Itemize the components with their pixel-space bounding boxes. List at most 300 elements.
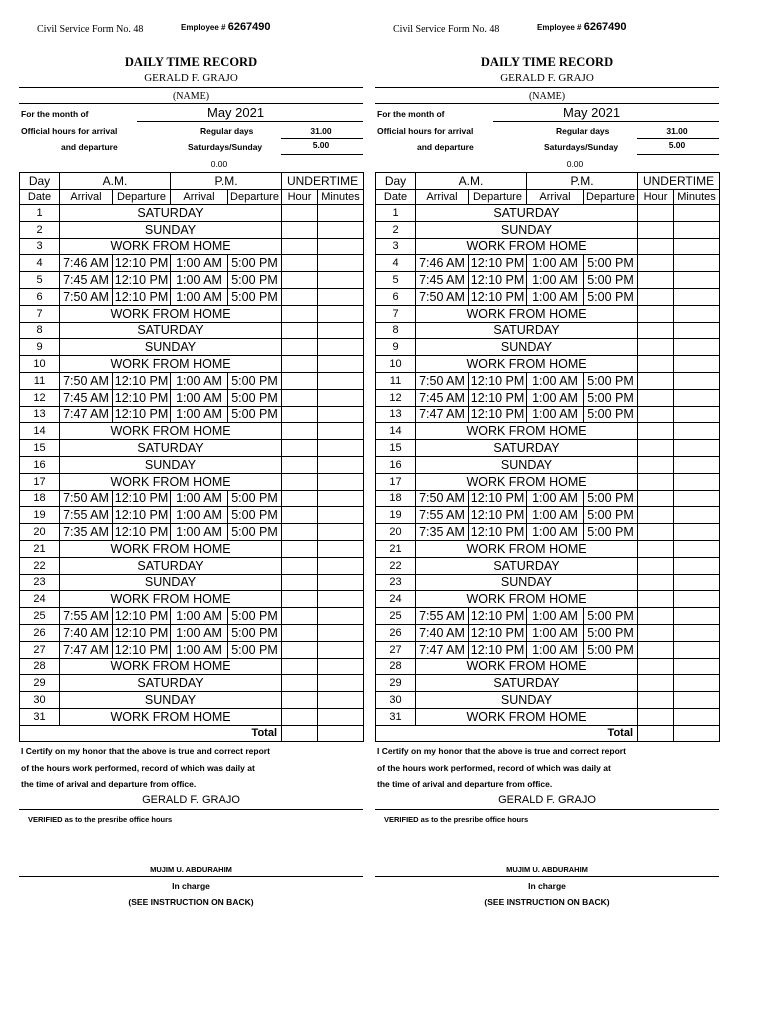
am-arrival: 7:50 AM: [60, 288, 113, 305]
undertime-minutes: [318, 423, 364, 440]
day-status: SUNDAY: [60, 692, 282, 709]
pm-arrival: 1:00 AM: [171, 272, 228, 289]
undertime-minutes: [674, 473, 720, 490]
day-number: 11: [20, 372, 60, 389]
am-arrival: 7:50 AM: [416, 372, 469, 389]
undertime-hour: [638, 557, 674, 574]
undertime-hour: [638, 608, 674, 625]
undertime-minutes: [318, 406, 364, 423]
form-number: Civil Service Form No. 48: [393, 24, 500, 35]
day-number: 2: [376, 221, 416, 238]
table-row: [376, 574, 720, 591]
total-label: Total: [20, 725, 282, 741]
undertime-minutes: [674, 339, 720, 356]
day-status: WORK FROM HOME: [416, 305, 638, 322]
pm-departure: 5:00 PM: [584, 608, 638, 625]
day-number: 7: [20, 305, 60, 322]
undertime-hour: [282, 490, 318, 507]
table-row: [20, 591, 364, 608]
pm-arrival: 1:00 AM: [527, 624, 584, 641]
pm-arrival: 1:00 AM: [527, 524, 584, 541]
incharge-title: In charge: [172, 881, 210, 891]
pm-arrival: 1:00 AM: [527, 272, 584, 289]
undertime-minutes: [674, 238, 720, 255]
undertime-hour: [638, 675, 674, 692]
signature-name: GERALD F. GRAJO: [142, 794, 240, 806]
undertime-minutes: [674, 322, 720, 339]
header-pm-departure: Departure: [228, 190, 282, 205]
instruction-text: (SEE INSTRUCTION ON BACK): [128, 897, 254, 907]
day-status: SUNDAY: [416, 574, 638, 591]
am-departure: 12:10 PM: [113, 608, 171, 625]
name-underline: [19, 87, 363, 88]
undertime-hour: [282, 406, 318, 423]
undertime-minutes: [318, 372, 364, 389]
saturdays-value: 5.00: [312, 140, 330, 150]
undertime-hour: [638, 288, 674, 305]
pm-departure: 5:00 PM: [584, 288, 638, 305]
undertime-minutes: [318, 456, 364, 473]
pm-departure: 5:00 PM: [228, 389, 282, 406]
table-subheader-row: [376, 190, 720, 205]
day-number: 14: [20, 423, 60, 440]
header-pm-arrival: Arrival: [171, 190, 228, 205]
am-arrival: 7:45 AM: [416, 389, 469, 406]
employee-label: Employee #: [181, 23, 226, 32]
undertime-hour: [638, 456, 674, 473]
am-departure: 12:10 PM: [113, 507, 171, 524]
undertime-minutes: [318, 624, 364, 641]
day-status: SATURDAY: [416, 557, 638, 574]
table-row: [376, 406, 720, 423]
day-number: 29: [20, 675, 60, 692]
pm-arrival: 1:00 AM: [171, 255, 228, 272]
month-underline: [137, 121, 363, 122]
undertime-minutes: [674, 288, 720, 305]
table-header-row: [20, 173, 364, 190]
undertime-minutes: [674, 356, 720, 373]
undertime-minutes: [318, 238, 364, 255]
day-number: 1: [20, 205, 60, 222]
table-row: [376, 272, 720, 289]
table-row: [20, 507, 364, 524]
undertime-minutes: [318, 389, 364, 406]
am-departure: 12:10 PM: [469, 288, 527, 305]
day-status: SUNDAY: [60, 574, 282, 591]
undertime-hour: [638, 692, 674, 709]
certification-line-3: the time of arival and departure from office.: [377, 779, 553, 789]
pm-arrival: 1:00 AM: [171, 389, 228, 406]
extra-value: 0.00: [566, 159, 584, 169]
undertime-minutes: [674, 406, 720, 423]
undertime-hour: [282, 356, 318, 373]
undertime-minutes: [674, 557, 720, 574]
undertime-minutes: [674, 641, 720, 658]
undertime-minutes: [318, 574, 364, 591]
undertime-hour: [638, 658, 674, 675]
pm-departure: 5:00 PM: [584, 507, 638, 524]
day-number: 4: [376, 255, 416, 272]
table-row: [20, 221, 364, 238]
undertime-hour: [282, 658, 318, 675]
pm-departure: 5:00 PM: [584, 389, 638, 406]
day-number: 30: [376, 692, 416, 709]
day-status: SATURDAY: [416, 322, 638, 339]
am-arrival: 7:40 AM: [416, 624, 469, 641]
table-row: [20, 305, 364, 322]
table-row: [376, 322, 720, 339]
day-number: 7: [376, 305, 416, 322]
table-row: [376, 372, 720, 389]
table-row: [20, 356, 364, 373]
undertime-hour: [282, 272, 318, 289]
undertime-minutes: [674, 490, 720, 507]
pm-departure: 5:00 PM: [584, 641, 638, 658]
undertime-hour: [638, 272, 674, 289]
day-number: 19: [20, 507, 60, 524]
incharge-title: In charge: [528, 881, 566, 891]
am-arrival: 7:45 AM: [60, 272, 113, 289]
total-hour: [282, 725, 318, 741]
table-row: [376, 389, 720, 406]
day-number: 1: [376, 205, 416, 222]
am-arrival: 7:55 AM: [60, 507, 113, 524]
am-departure: 12:10 PM: [469, 524, 527, 541]
pm-departure: 5:00 PM: [584, 406, 638, 423]
day-status: WORK FROM HOME: [60, 423, 282, 440]
pm-departure: 5:00 PM: [584, 624, 638, 641]
day-status: WORK FROM HOME: [60, 305, 282, 322]
table-row: [20, 473, 364, 490]
saturdays-underline: [637, 154, 719, 155]
regular-days-label: Regular days: [556, 126, 610, 136]
extra-value: 0.00: [210, 159, 228, 169]
certification-line-2: of the hours work performed, record of which was daily at: [377, 763, 611, 773]
undertime-hour: [638, 524, 674, 541]
table-row: [376, 339, 720, 356]
day-status: SUNDAY: [416, 456, 638, 473]
day-status: SATURDAY: [60, 440, 282, 457]
table-row: [20, 557, 364, 574]
undertime-hour: [282, 322, 318, 339]
undertime-hour: [282, 205, 318, 222]
undertime-hour: [638, 473, 674, 490]
verified-text: VERIFIED as to the presribe office hours: [384, 815, 529, 824]
regular-days-underline: [281, 138, 363, 139]
am-arrival: 7:35 AM: [60, 524, 113, 541]
day-number: 16: [20, 456, 60, 473]
employee-name: GERALD F. GRAJO: [500, 72, 594, 84]
am-arrival: 7:50 AM: [60, 490, 113, 507]
day-status: SATURDAY: [60, 322, 282, 339]
day-status: WORK FROM HOME: [60, 238, 282, 255]
form-number: Civil Service Form No. 48: [37, 24, 144, 35]
undertime-hour: [638, 708, 674, 725]
table-row: [376, 591, 720, 608]
header-hour: Hour: [638, 190, 674, 205]
pm-arrival: 1:00 AM: [527, 507, 584, 524]
undertime-minutes: [318, 692, 364, 709]
total-minutes: [674, 725, 720, 741]
day-number: 13: [20, 406, 60, 423]
dtr-form-left: [19, 0, 365, 1000]
undertime-minutes: [674, 574, 720, 591]
am-departure: 12:10 PM: [113, 389, 171, 406]
undertime-hour: [638, 624, 674, 641]
am-arrival: 7:55 AM: [416, 608, 469, 625]
day-status: WORK FROM HOME: [416, 591, 638, 608]
incharge-underline: [375, 876, 719, 877]
month-label: For the month of: [21, 109, 89, 119]
am-departure: 12:10 PM: [469, 490, 527, 507]
day-status: SUNDAY: [60, 339, 282, 356]
am-arrival: 7:55 AM: [416, 507, 469, 524]
certification-line-1: I Certify on my honor that the above is true and correct report: [21, 746, 270, 756]
day-number: 16: [376, 456, 416, 473]
pm-arrival: 1:00 AM: [527, 389, 584, 406]
form-title: DAILY TIME RECORD: [124, 55, 258, 69]
am-departure: 12:10 PM: [113, 288, 171, 305]
undertime-hour: [282, 675, 318, 692]
day-status: WORK FROM HOME: [416, 356, 638, 373]
undertime-hour: [638, 406, 674, 423]
pm-departure: 5:00 PM: [584, 372, 638, 389]
pm-arrival: 1:00 AM: [527, 608, 584, 625]
total-row: [376, 725, 720, 741]
undertime-minutes: [674, 507, 720, 524]
day-status: WORK FROM HOME: [60, 591, 282, 608]
undertime-minutes: [674, 658, 720, 675]
undertime-hour: [638, 540, 674, 557]
undertime-minutes: [674, 591, 720, 608]
name-underline: [375, 87, 719, 88]
undertime-hour: [282, 507, 318, 524]
employee-name: GERALD F. GRAJO: [144, 72, 238, 84]
day-number: 27: [20, 641, 60, 658]
day-number: 20: [376, 524, 416, 541]
table-header-row: [376, 173, 720, 190]
am-arrival: 7:45 AM: [416, 272, 469, 289]
day-number: 17: [20, 473, 60, 490]
employee-number-field: [537, 21, 627, 33]
table-row: [20, 423, 364, 440]
day-status: SATURDAY: [60, 205, 282, 222]
table-row: [20, 658, 364, 675]
day-number: 3: [376, 238, 416, 255]
official-hours-label: Official hours for arrival: [21, 126, 118, 136]
header-hour: Hour: [282, 190, 318, 205]
day-number: 5: [376, 272, 416, 289]
day-status: SUNDAY: [60, 221, 282, 238]
am-departure: 12:10 PM: [469, 641, 527, 658]
am-arrival: 7:47 AM: [416, 641, 469, 658]
day-number: 6: [20, 288, 60, 305]
day-number: 9: [20, 339, 60, 356]
table-row: [376, 490, 720, 507]
undertime-minutes: [318, 540, 364, 557]
day-status: WORK FROM HOME: [416, 423, 638, 440]
table-row: [376, 608, 720, 625]
table-row: [376, 708, 720, 725]
table-row: [20, 322, 364, 339]
undertime-minutes: [318, 440, 364, 457]
pm-arrival: 1:00 AM: [527, 372, 584, 389]
table-row: [20, 406, 364, 423]
pm-arrival: 1:00 AM: [527, 406, 584, 423]
pm-arrival: 1:00 AM: [527, 641, 584, 658]
signature-underline: [375, 809, 719, 810]
header-pm: P.M.: [171, 173, 282, 190]
saturdays-label: Saturdays/Sunday: [188, 142, 263, 152]
pm-departure: 5:00 PM: [584, 272, 638, 289]
regular-days-value: 31.00: [666, 126, 688, 136]
pm-departure: 5:00 PM: [228, 272, 282, 289]
day-status: SUNDAY: [416, 692, 638, 709]
undertime-hour: [282, 221, 318, 238]
undertime-hour: [638, 591, 674, 608]
day-number: 28: [20, 658, 60, 675]
day-number: 8: [376, 322, 416, 339]
employee-number: 6267490: [227, 21, 271, 33]
undertime-hour: [282, 692, 318, 709]
saturdays-value: 5.00: [668, 140, 686, 150]
day-status: SATURDAY: [416, 205, 638, 222]
day-number: 13: [376, 406, 416, 423]
day-number: 14: [376, 423, 416, 440]
undertime-hour: [282, 440, 318, 457]
undertime-hour: [282, 339, 318, 356]
day-status: WORK FROM HOME: [416, 658, 638, 675]
day-status: SUNDAY: [416, 221, 638, 238]
header-pm-arrival: Arrival: [527, 190, 584, 205]
table-row: [20, 238, 364, 255]
day-number: 6: [376, 288, 416, 305]
day-number: 26: [20, 624, 60, 641]
table-row: [20, 339, 364, 356]
undertime-hour: [282, 708, 318, 725]
month-value: May 2021: [207, 105, 265, 120]
table-row: [20, 440, 364, 457]
undertime-minutes: [318, 557, 364, 574]
am-departure: 12:10 PM: [469, 255, 527, 272]
month-value: May 2021: [563, 105, 621, 120]
day-number: 29: [376, 675, 416, 692]
employee-label: Employee #: [537, 23, 582, 32]
undertime-minutes: [674, 540, 720, 557]
day-number: 5: [20, 272, 60, 289]
pm-departure: 5:00 PM: [228, 372, 282, 389]
undertime-hour: [282, 288, 318, 305]
table-row: [20, 624, 364, 641]
undertime-minutes: [674, 608, 720, 625]
signature-underline: [19, 809, 363, 810]
table-row: [376, 440, 720, 457]
am-arrival: 7:47 AM: [60, 406, 113, 423]
table-row: [20, 692, 364, 709]
name-caption: (NAME): [528, 91, 566, 102]
am-departure: 12:10 PM: [113, 624, 171, 641]
undertime-minutes: [318, 658, 364, 675]
am-departure: 12:10 PM: [469, 272, 527, 289]
employee-number: 6267490: [583, 21, 627, 33]
pm-arrival: 1:00 AM: [171, 288, 228, 305]
table-row: [20, 675, 364, 692]
am-departure: 12:10 PM: [469, 372, 527, 389]
day-status: SUNDAY: [416, 339, 638, 356]
pm-arrival: 1:00 AM: [527, 490, 584, 507]
table-row: [376, 305, 720, 322]
month-underline: [493, 121, 719, 122]
table-row: [20, 255, 364, 272]
day-number: 11: [376, 372, 416, 389]
am-arrival: 7:40 AM: [60, 624, 113, 641]
day-number: 12: [376, 389, 416, 406]
undertime-minutes: [318, 305, 364, 322]
day-number: 2: [20, 221, 60, 238]
day-status: WORK FROM HOME: [416, 708, 638, 725]
undertime-hour: [282, 372, 318, 389]
table-row: [376, 238, 720, 255]
undertime-hour: [638, 356, 674, 373]
table-row: [376, 288, 720, 305]
table-row: [376, 507, 720, 524]
day-number: 10: [20, 356, 60, 373]
header-am-departure: Departure: [469, 190, 527, 205]
undertime-minutes: [674, 440, 720, 457]
undertime-hour: [282, 305, 318, 322]
incharge-underline: [19, 876, 363, 877]
am-arrival: 7:50 AM: [416, 490, 469, 507]
day-number: 25: [376, 608, 416, 625]
undertime-hour: [282, 389, 318, 406]
day-number: 17: [376, 473, 416, 490]
pm-arrival: 1:00 AM: [171, 641, 228, 658]
table-row: [376, 423, 720, 440]
header-date: Date: [376, 190, 416, 205]
pm-arrival: 1:00 AM: [171, 624, 228, 641]
name-caption: (NAME): [172, 91, 210, 102]
pm-departure: 5:00 PM: [584, 255, 638, 272]
day-number: 23: [20, 574, 60, 591]
undertime-minutes: [674, 456, 720, 473]
pm-departure: 5:00 PM: [584, 490, 638, 507]
undertime-hour: [638, 305, 674, 322]
undertime-hour: [638, 574, 674, 591]
undertime-minutes: [674, 423, 720, 440]
table-row: [376, 524, 720, 541]
day-number: 20: [20, 524, 60, 541]
dtr-table: [19, 172, 364, 742]
day-number: 30: [20, 692, 60, 709]
header-am-arrival: Arrival: [60, 190, 113, 205]
day-number: 24: [376, 591, 416, 608]
undertime-hour: [282, 624, 318, 641]
day-status: WORK FROM HOME: [416, 473, 638, 490]
am-arrival: 7:46 AM: [416, 255, 469, 272]
header-minutes: Minutes: [674, 190, 720, 205]
pm-arrival: 1:00 AM: [171, 406, 228, 423]
day-number: 15: [20, 440, 60, 457]
pm-arrival: 1:00 AM: [171, 372, 228, 389]
total-label: Total: [376, 725, 638, 741]
table-row: [376, 641, 720, 658]
pm-departure: 5:00 PM: [228, 641, 282, 658]
table-row: [376, 658, 720, 675]
undertime-minutes: [674, 272, 720, 289]
table-row: [20, 288, 364, 305]
undertime-hour: [638, 507, 674, 524]
undertime-minutes: [674, 372, 720, 389]
